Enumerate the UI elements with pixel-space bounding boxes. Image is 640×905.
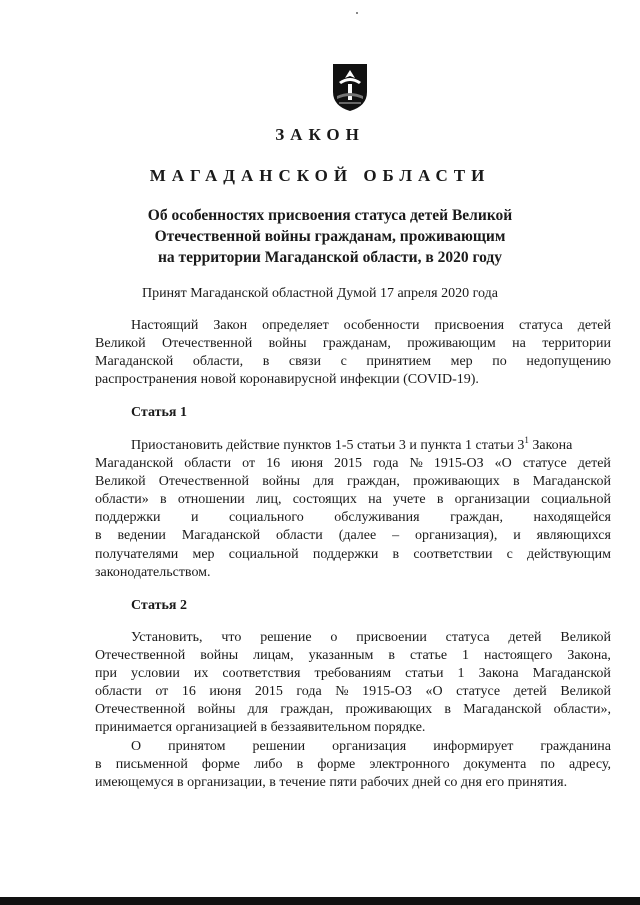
word: гражданам, (322, 336, 391, 352)
scan-edge (0, 897, 640, 905)
word: детей (577, 318, 611, 333)
word: лиц, (256, 492, 282, 508)
word: от (155, 684, 169, 700)
word: детей (577, 456, 611, 472)
article-2-heading: Статья 2 (131, 598, 187, 613)
word: при (95, 666, 117, 682)
word: статье (409, 648, 448, 664)
word: детей (508, 630, 542, 645)
word: на (512, 336, 526, 352)
word: Магаданской (181, 528, 261, 544)
text-line (95, 455, 611, 473)
text-line (95, 683, 611, 701)
word: социального (228, 510, 304, 526)
word: граждан, (280, 702, 334, 718)
word: в (512, 474, 520, 490)
word: информирует (433, 739, 514, 754)
adoption-note: Принят Магаданской областной Думой 17 апреля 2020 года (142, 286, 498, 301)
word: присвоения (434, 318, 505, 333)
word: присвоении (356, 630, 427, 645)
word: принятием (366, 354, 432, 370)
word: находящейся (533, 510, 611, 526)
word: 2015 (334, 456, 363, 472)
word: территории (542, 336, 611, 352)
word: года (296, 684, 322, 700)
word: в (388, 648, 396, 664)
subject-line: на территории Магаданской области, в 2020 году (158, 249, 502, 266)
word: о (330, 630, 338, 645)
word: войны (200, 648, 239, 664)
word: области (95, 684, 142, 700)
article-2-paragraph-1 (95, 629, 611, 738)
word: Магаданской (463, 702, 542, 718)
text-line (95, 437, 611, 455)
word: области (275, 528, 323, 544)
word: области, (192, 354, 244, 370)
word: проживающих (345, 702, 433, 718)
text-line (95, 647, 611, 665)
word: Магаданской (95, 456, 174, 472)
document-type-title: ЗАКОН (275, 125, 365, 144)
word: (далее (338, 528, 377, 544)
article-2-paragraph-2 (95, 738, 611, 792)
word: для (247, 702, 269, 718)
text-line (95, 629, 611, 647)
word: Отечественной (161, 336, 253, 352)
word: статусе (522, 456, 567, 472)
text-line (95, 546, 611, 564)
text-line (95, 701, 611, 719)
word: форме (317, 757, 356, 773)
word: Магаданской (95, 354, 174, 370)
word: 1 (462, 648, 470, 664)
word: статуса (445, 630, 490, 645)
word: войны (197, 702, 236, 718)
word: 1915-ОЗ (362, 684, 412, 700)
word: действующим (527, 546, 611, 562)
word: особенности (343, 318, 420, 333)
word: Великой (560, 684, 611, 700)
word: 1915-ОЗ (433, 456, 484, 472)
word: О (131, 739, 142, 754)
word: письменной (115, 757, 188, 773)
word: войны (268, 336, 307, 352)
word: недопущению (526, 354, 611, 370)
word: форме (201, 757, 240, 773)
word: Установить, (131, 630, 203, 645)
word: связи (288, 354, 322, 370)
word: Закона, (567, 648, 611, 664)
word: – (392, 528, 400, 544)
scan-speck (356, 12, 358, 14)
region-title: МАГАДАНСКОЙ ОБЛАСТИ (149, 166, 491, 185)
text-line: принимается организацией в беззаявительном порядке. (95, 720, 426, 736)
word: с (506, 546, 513, 562)
word: соответствии (413, 546, 493, 562)
word: Великой (560, 630, 611, 645)
text-line (95, 473, 611, 491)
word: года (373, 456, 399, 472)
word: обслуживания (334, 510, 420, 526)
word: на (368, 492, 382, 508)
word: учете (393, 492, 426, 508)
word: решение (260, 630, 312, 645)
word: области (184, 456, 232, 472)
word: статьи (405, 666, 444, 682)
word: и (513, 528, 521, 544)
text-segment: Приостановить действие пунктов 1-5 статьи 3 и пункта 1 статьи $3^1$ Закона (131, 435, 573, 453)
word: Великой (95, 474, 146, 490)
word: «О (494, 456, 512, 472)
word: поддержки (95, 510, 161, 526)
word: области», (553, 702, 611, 718)
word: Отечественной (158, 474, 250, 490)
word: гражданина (540, 739, 611, 754)
word: Магаданской (532, 474, 611, 490)
word: Великой (95, 336, 146, 352)
word: отношении (177, 492, 245, 508)
preamble-paragraph (95, 317, 611, 389)
text-line (95, 738, 611, 756)
word: решении (252, 739, 306, 754)
coat-of-arms-icon (331, 62, 369, 112)
word: условии (131, 666, 180, 682)
word: социальной (541, 492, 611, 508)
word: либо (253, 757, 283, 773)
word: для (313, 474, 334, 490)
word: Отечественной (95, 648, 186, 664)
word: что (221, 630, 242, 645)
word: ведении (117, 528, 166, 544)
word: в (444, 702, 452, 718)
word: в (392, 546, 400, 562)
text-line (95, 527, 611, 545)
word: социальной (228, 546, 299, 562)
word: поддержки (312, 546, 379, 562)
text-line: законодательством. (95, 564, 211, 580)
word: указанным (308, 648, 374, 664)
word: организация (332, 739, 407, 754)
text-line (95, 317, 611, 335)
text-line (95, 353, 611, 371)
word: Отечественной (95, 702, 186, 718)
word: войны (262, 474, 301, 490)
word: области» (95, 492, 149, 508)
word: Магаданской (532, 666, 611, 682)
word: по (492, 354, 507, 370)
article-1-heading: Статья 1 (131, 405, 187, 420)
law-subject-title (90, 205, 570, 268)
word: документа (463, 757, 527, 773)
text-line: имеющемуся в организации, в течение пяти рабочих дней со дня его принятия. (95, 775, 568, 791)
word: статусе (456, 684, 501, 700)
word: граждан, (450, 510, 504, 526)
word: состоящих (292, 492, 357, 508)
text-line (95, 335, 611, 353)
text-line (95, 665, 611, 683)
word: от (242, 456, 256, 472)
word: принятом (168, 739, 226, 754)
word: их (193, 666, 209, 682)
word: 16 (181, 684, 196, 700)
word: статуса (518, 318, 563, 333)
word: 16 (266, 456, 281, 472)
word: соответствия (222, 666, 301, 682)
word: в (436, 492, 444, 508)
word: в (160, 492, 167, 508)
word: в (296, 757, 304, 773)
word: 1 (457, 666, 465, 682)
word: являющихся (536, 528, 611, 544)
word: в (95, 757, 102, 773)
word: в (95, 528, 102, 544)
word: получателями (95, 546, 179, 562)
word: адресу, (568, 757, 611, 773)
word: № (335, 684, 349, 700)
word: в (262, 354, 270, 370)
word: проживающим (407, 336, 496, 352)
word: Закона (478, 666, 519, 682)
word: № (409, 456, 423, 472)
text-line (95, 509, 611, 527)
text-line (95, 756, 611, 774)
word: и (190, 510, 199, 526)
word: электронного (369, 757, 450, 773)
article-1-paragraph (95, 437, 611, 582)
text-line: распространения новой коронавирусной инфекции (COVID-19). (95, 372, 479, 388)
word: «О (425, 684, 443, 700)
word: июня (209, 684, 242, 700)
word: Закон (213, 318, 248, 333)
subject-line: Об особенностях присвоения статуса детей Великой (147, 207, 513, 224)
word: с (340, 354, 347, 370)
word: граждан, (346, 474, 400, 490)
subject-line: Отечественной войны гражданам, проживающим (154, 228, 506, 245)
word: мер (450, 354, 473, 370)
word: требованиям (314, 666, 392, 682)
word: настоящего (484, 648, 553, 664)
word: организация), (415, 528, 498, 544)
word: 2015 (254, 684, 283, 700)
word: определяет (262, 318, 329, 333)
word: детей (513, 684, 547, 700)
text-line (95, 491, 611, 509)
word: по (540, 757, 555, 773)
word: Настоящий (131, 318, 199, 333)
word: организации (454, 492, 530, 508)
word: мер (192, 546, 215, 562)
word: июня (291, 456, 324, 472)
word: проживающих (413, 474, 500, 490)
word: лицам, (253, 648, 294, 664)
